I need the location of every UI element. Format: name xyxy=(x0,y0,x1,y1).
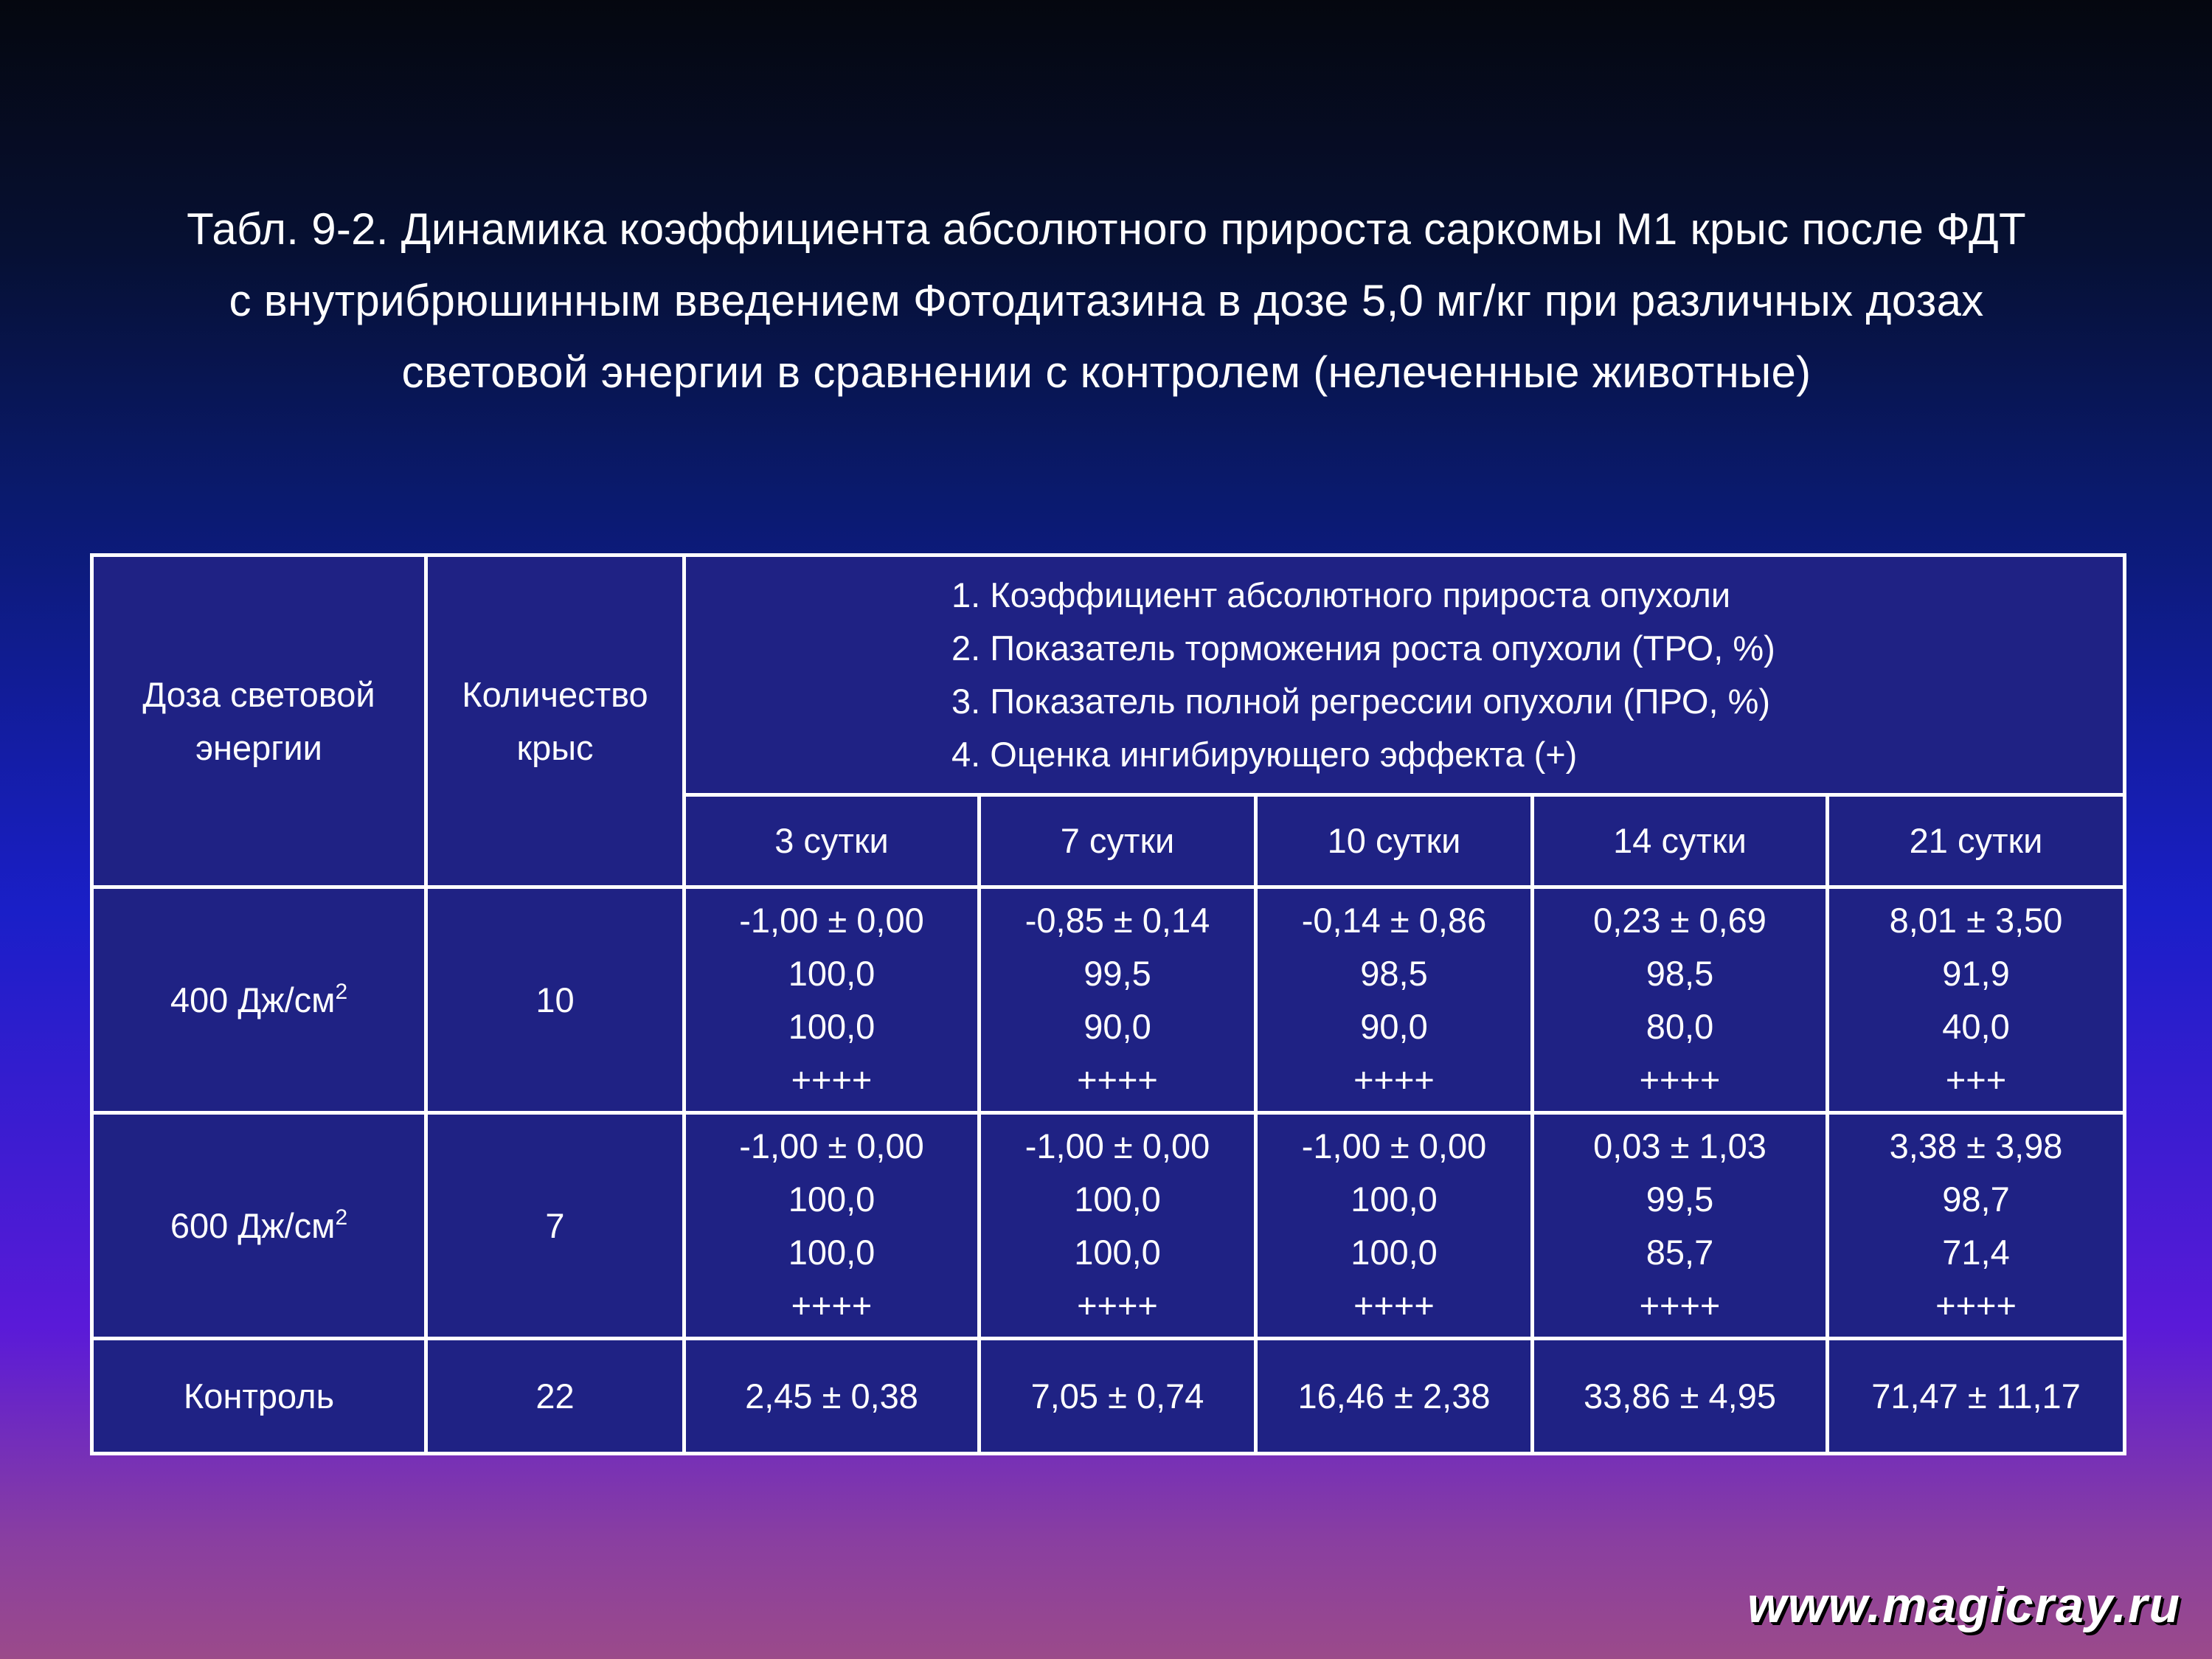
control-cell: 2,45 ± 0,38 xyxy=(684,1339,980,1454)
data-cell: -0,14 ± 0,86 98,5 90,0 ++++ xyxy=(1256,887,1533,1113)
day-header-14: 14 сутки xyxy=(1533,795,1828,887)
control-row xyxy=(92,1339,2125,1454)
day-header-3: 3 сутки xyxy=(684,795,980,887)
control-count: 22 xyxy=(426,1339,684,1454)
watermark-url: www.magicray.ru xyxy=(1747,1577,2181,1633)
control-cell: 71,47 ± 11,17 xyxy=(1828,1339,2125,1454)
day-header-21: 21 сутки xyxy=(1828,795,2125,887)
data-cell: 0,03 ± 1,03 99,5 85,7 ++++ xyxy=(1533,1113,1828,1339)
title-line-3: световой энергии в сравнении с контролем (нелеченные животные) xyxy=(401,347,1811,397)
control-label: Контроль xyxy=(92,1339,426,1454)
control-cell: 33,86 ± 4,95 xyxy=(1533,1339,1828,1454)
title-line-2: с внутрибрюшинным введением Фотодитазина в дозе 5,0 мг/кг при различных дозах xyxy=(229,276,1984,325)
data-cell: 3,38 ± 3,98 98,7 71,4 ++++ xyxy=(1828,1113,2125,1339)
dose-cell: 400 $Дж/см^2$ xyxy=(92,887,426,1113)
data-cell: -1,00 ± 0,00 100,0 100,0 ++++ xyxy=(684,1113,980,1339)
legend-item-4: 4. Оценка ингибирующего эффекта (+) xyxy=(951,735,1578,774)
header-count: Количество крыс xyxy=(426,555,684,887)
day-header-7: 7 сутки xyxy=(980,795,1256,887)
results-table xyxy=(90,553,2126,1455)
count-cell: 7 xyxy=(426,1113,684,1339)
legend-item-3: 3. Показатель полной регрессии опухоли (ПРО, %) xyxy=(951,682,1771,721)
dose-cell: 600 $Дж/см^2$ xyxy=(92,1113,426,1339)
slide-title xyxy=(74,193,2139,408)
legend-item-1: 1. Коэффициент абсолютного прироста опухоли xyxy=(951,575,1731,614)
table-row xyxy=(92,1113,2125,1339)
data-cell: -1,00 ± 0,00 100,0 100,0 ++++ xyxy=(684,887,980,1113)
header-legend xyxy=(684,555,2125,795)
header-row xyxy=(92,555,2125,795)
data-cell: 8,01 ± 3,50 91,9 40,0 +++ xyxy=(1828,887,2125,1113)
data-cell: 0,23 ± 0,69 98,5 80,0 ++++ xyxy=(1533,887,1828,1113)
table-row xyxy=(92,887,2125,1113)
legend-item-2: 2. Показатель торможения роста опухоли (ТРО, %) xyxy=(951,628,1775,668)
data-cell: -1,00 ± 0,00 100,0 100,0 ++++ xyxy=(980,1113,1256,1339)
day-header-10: 10 сутки xyxy=(1256,795,1533,887)
title-line-1: Табл. 9-2. Динамика коэффициента абсолютного прироста саркомы М1 крыс после ФДТ xyxy=(187,204,2026,254)
header-dose: Доза световой энергии xyxy=(92,555,426,887)
data-cell: -0,85 ± 0,14 99,5 90,0 ++++ xyxy=(980,887,1256,1113)
count-cell: 10 xyxy=(426,887,684,1113)
control-cell: 16,46 ± 2,38 xyxy=(1256,1339,1533,1454)
control-cell: 7,05 ± 0,74 xyxy=(980,1339,1256,1454)
data-cell: -1,00 ± 0,00 100,0 100,0 ++++ xyxy=(1256,1113,1533,1339)
